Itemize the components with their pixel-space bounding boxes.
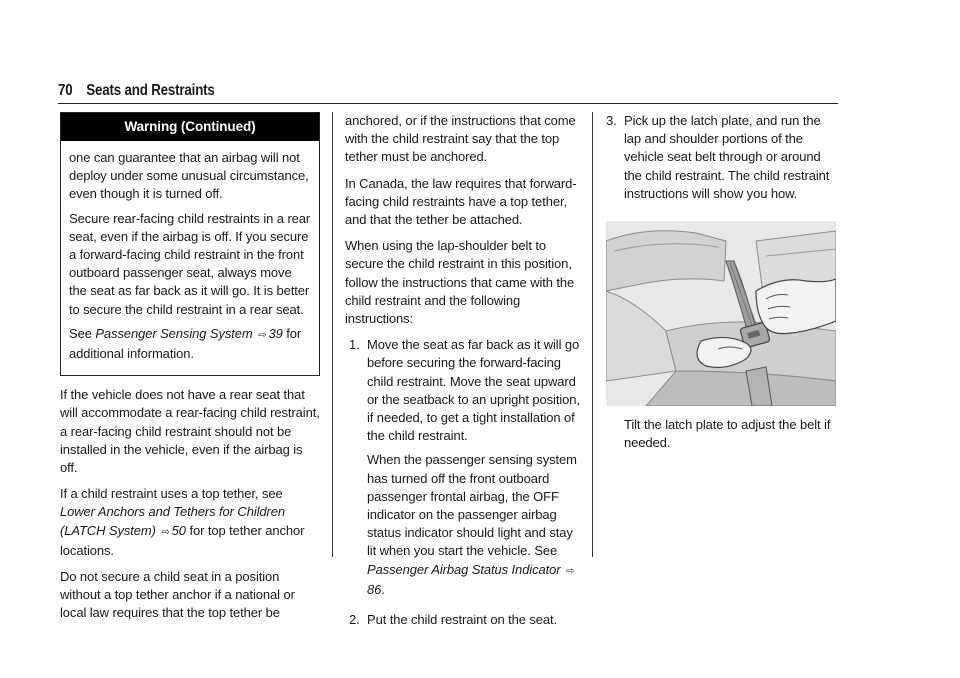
text-fragment: for top tether anchor locations. <box>60 522 305 558</box>
latch-plate-illustration <box>606 221 836 406</box>
text-fragment: . <box>381 581 385 597</box>
warning-box <box>60 112 320 376</box>
step-number: 2. <box>349 612 360 628</box>
page-header <box>58 82 729 104</box>
step-text: Put the child restraint on the seat. <box>367 612 558 628</box>
instruction-list <box>345 336 585 635</box>
text-fragment: If a child restraint uses a top tether, see <box>60 486 283 502</box>
page-ref-arrow-icon: ⇨ <box>566 565 575 577</box>
cross-reference-link[interactable]: Lower Anchors and Tethers for Children (LATCH System) <box>60 504 286 538</box>
illustration-caption: Tilt the latch plate to adjust the belt if needed. <box>624 417 831 451</box>
page-ref-arrow-icon: ⇨ <box>161 526 170 538</box>
warning-paragraph: one can guarantee that an airbag will not deploy under some unusual circumstance, even though it is turned off. <box>69 150 309 202</box>
page-ref-number[interactable]: 50 <box>171 522 186 538</box>
page-number: 70 <box>58 82 73 99</box>
body-paragraph: When using the lap-shoulder belt to secure the child restraint in this position, follow the instructions that came with the child restraint and the following instructions: <box>345 238 575 327</box>
text-fragment: for additional information. <box>69 325 302 362</box>
page-ref-number[interactable]: 39 <box>268 325 283 341</box>
page-ref-number[interactable]: 86 <box>367 581 382 597</box>
warning-paragraph: Secure rear-facing child restraints in a rear seat, even if the airbag is off. If you secure a forward-facing child restraint in the front outboard passenger seat, always move the seat as far back as it will go. It is better to secure the child restraint in a rear seat. <box>69 210 311 317</box>
section-title: Seats and Restraints <box>86 82 215 99</box>
step-number: 3. <box>606 113 617 128</box>
list-item <box>345 336 585 605</box>
step-note <box>367 451 585 599</box>
list-item <box>345 611 585 635</box>
list-item <box>606 112 840 209</box>
warning-body <box>61 141 319 375</box>
page-ref-arrow-icon: ⇨ <box>258 329 267 341</box>
header-rule <box>58 103 838 104</box>
body-paragraph: If the vehicle does not have a rear seat that will accommodate a rear-facing child restraint, a rear-facing child restraint should not be installed in the vehicle, even if the airbag is off. <box>60 387 320 476</box>
column-right <box>606 112 840 460</box>
text-fragment: See <box>69 325 96 341</box>
column-divider <box>592 112 593 557</box>
body-paragraph: anchored, or if the instructions that come with the child restraint say that the top tether must be anchored. <box>345 113 576 165</box>
column-divider <box>332 112 333 557</box>
step-text: Pick up the latch plate, and run the lap and shoulder portions of the vehicle seat belt through or around the child restraint. The child restraint instructions will show you how. <box>624 113 830 201</box>
warning-paragraph <box>69 325 311 363</box>
body-paragraph <box>60 485 320 560</box>
cross-reference-link[interactable]: Passenger Sensing System <box>95 325 253 341</box>
text-fragment: When the passenger sensing system has turned off the front outboard passenger frontal airbag, the OFF indicator on the passenger airbag status indicator should light and stay lit when you start the vehicle. See <box>367 452 577 559</box>
seat-belt-illustration-icon <box>606 221 836 406</box>
body-paragraph: In Canada, the law requires that forward-facing child restraints have a top tether, and that the tether be attached. <box>345 175 577 228</box>
step-number: 1. <box>349 337 360 353</box>
step-text: Move the seat as far back as it will go before securing the forward-facing child restraint. Move the seat upward or the seatback to an upright position, if needed, to get a tight installation of the child restraint. <box>367 337 580 444</box>
column-left <box>60 112 320 631</box>
body-paragraph: Do not secure a child seat in a position without a top tether anchor if a national or local law requires that the top tether be <box>60 569 295 621</box>
column-middle <box>345 112 585 641</box>
warning-title: Warning (Continued) <box>61 113 319 141</box>
cross-reference-link[interactable]: Passenger Airbag Status Indicator <box>367 561 561 577</box>
